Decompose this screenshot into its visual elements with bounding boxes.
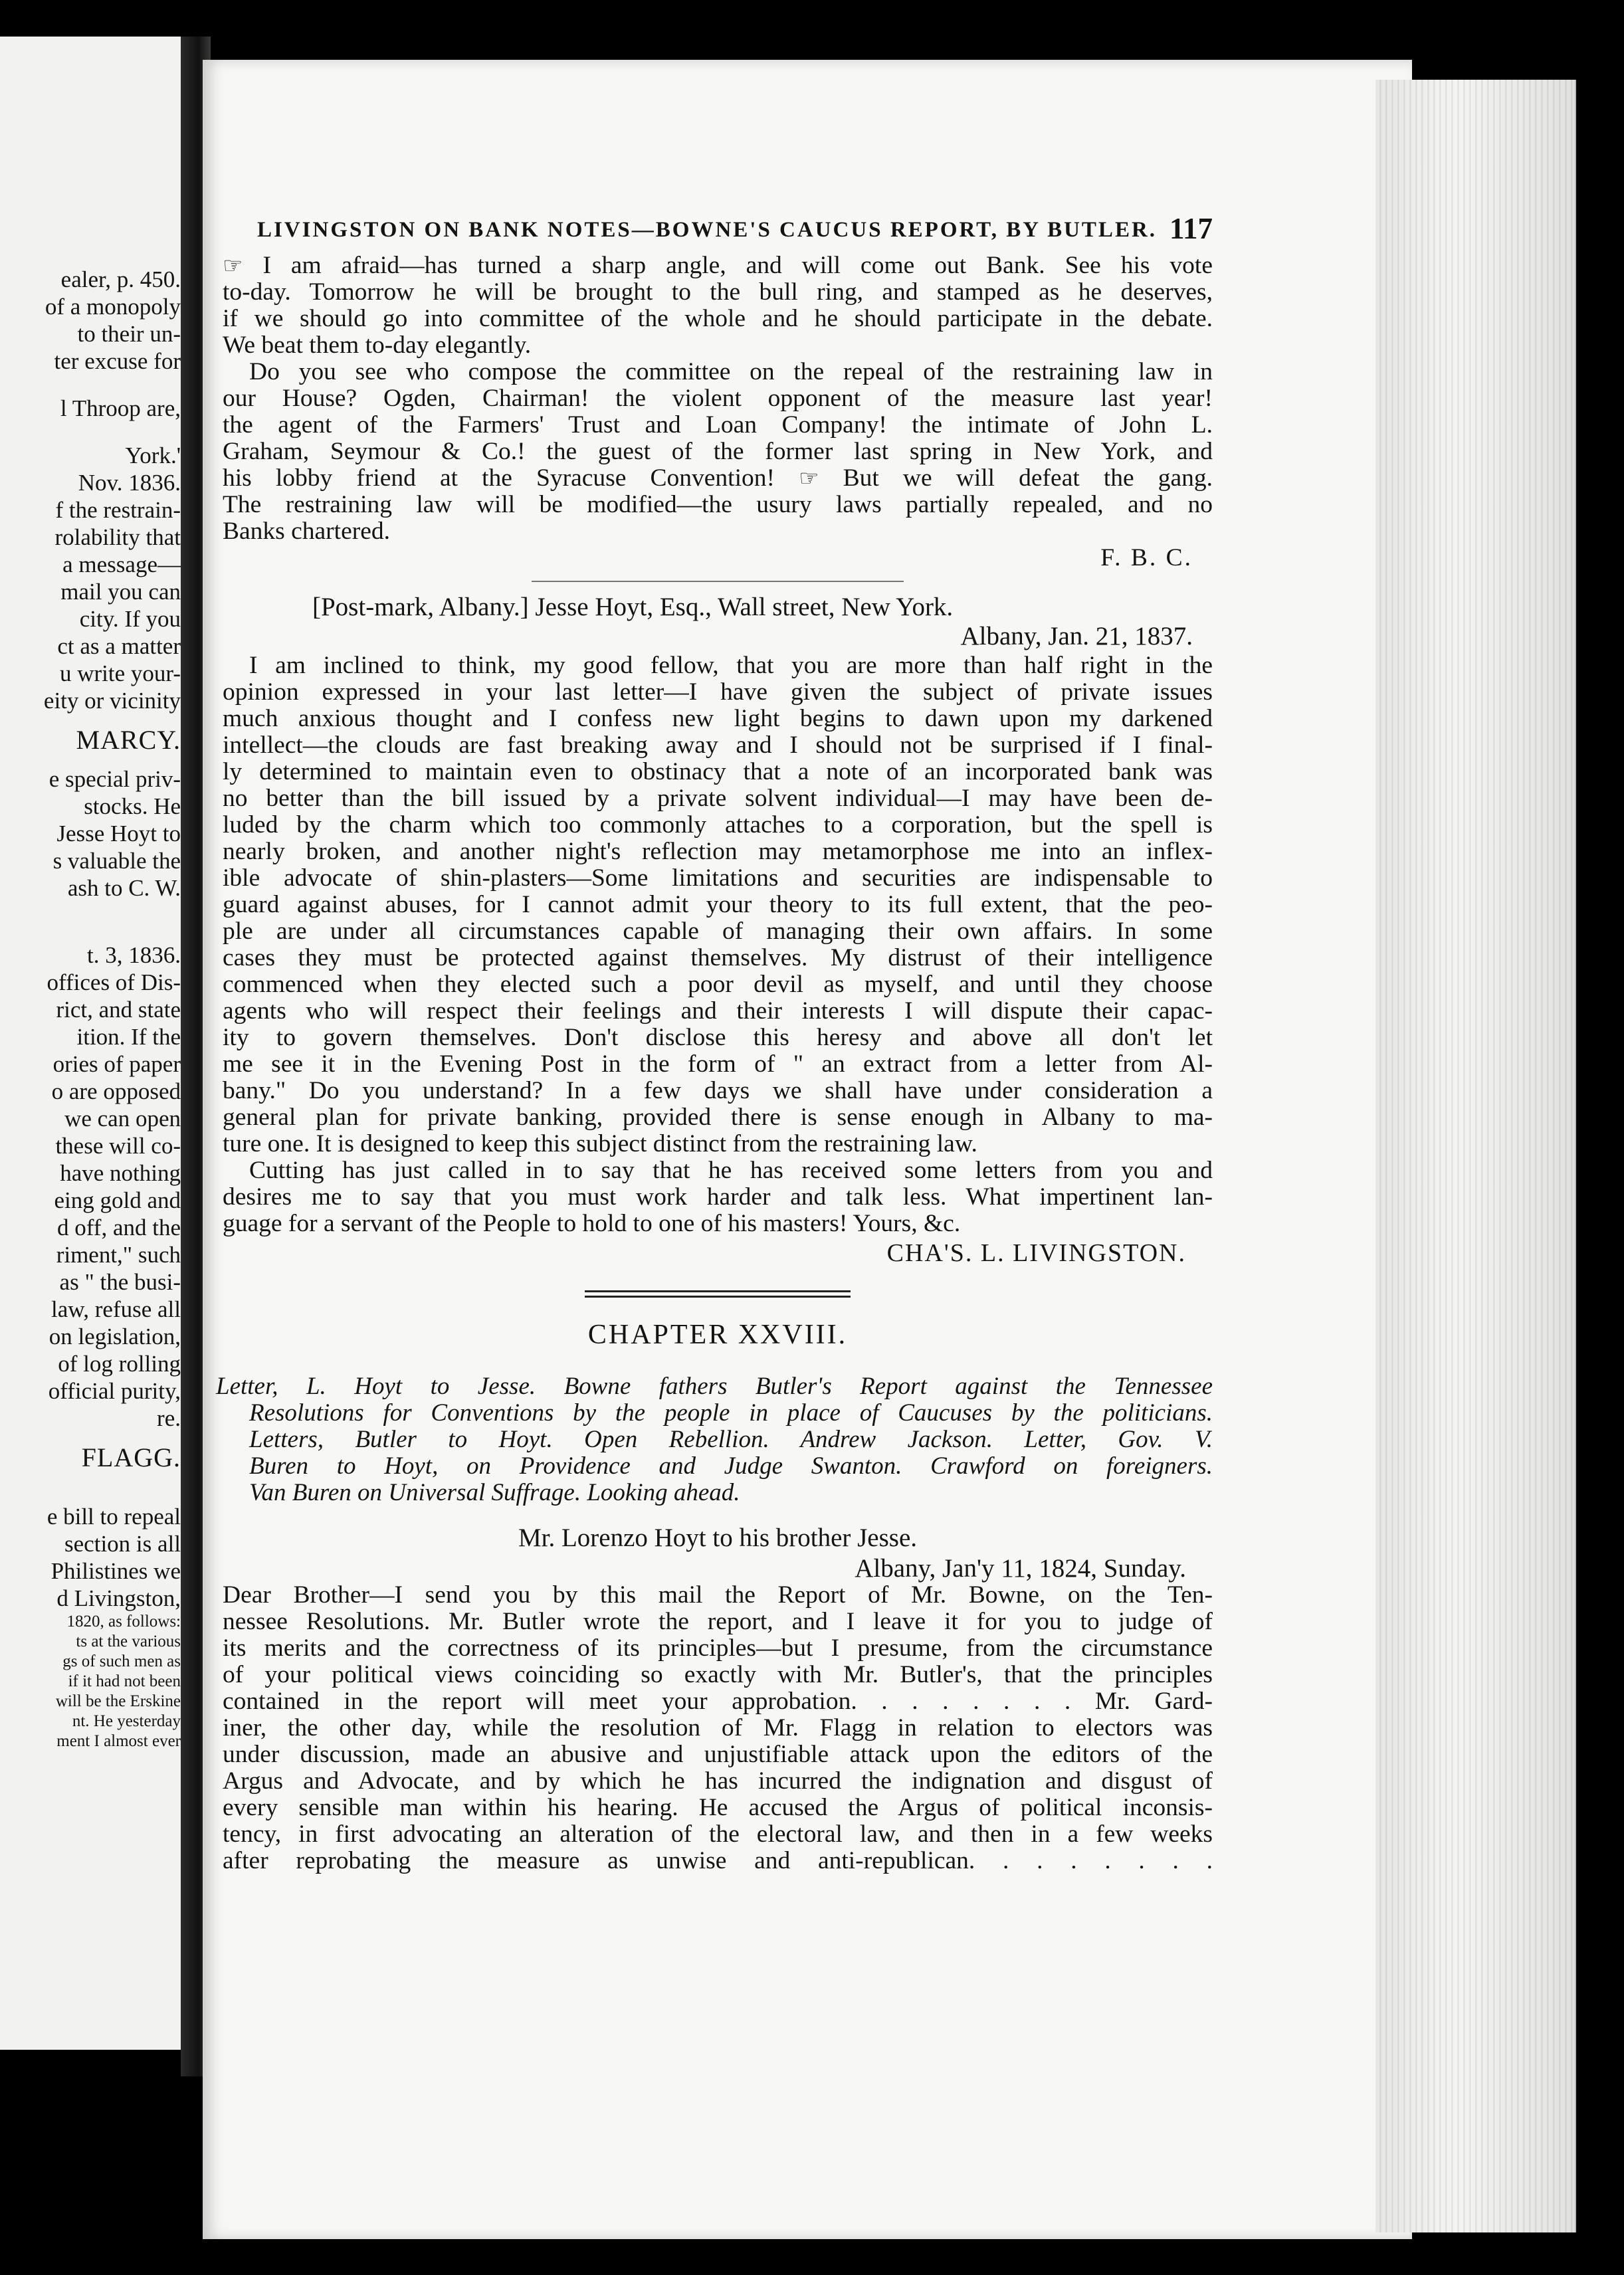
text-line: general plan for private banking, provided there is sense enough in Albany to ma- xyxy=(223,1104,1213,1131)
pointing-hand-icon: ☞ xyxy=(223,252,243,279)
chapter-rule xyxy=(585,1290,851,1298)
text-line: I am inclined to think, my good fellow, that you are more than half right in the xyxy=(249,652,1213,679)
left-page-line: if it had not been xyxy=(68,1672,181,1690)
left-page-line: as " the busi- xyxy=(59,1269,181,1295)
left-page-line: mail you can xyxy=(60,579,181,605)
running-head xyxy=(223,211,1213,251)
left-page-line: Jesse Hoyt to xyxy=(56,821,181,846)
left-page-line: ct as a matter xyxy=(57,633,181,659)
left-page-line: ts at the various xyxy=(76,1632,181,1650)
summary-line-text: Buren to Hoyt, on Providence and Judge Swanton. Crawford on foreigners. xyxy=(249,1452,1213,1480)
text-line: iner, the other day, while the resolution of Mr. Flagg in relation to electors was xyxy=(223,1714,1213,1741)
left-page-line xyxy=(44,422,181,442)
left-page-line: rict, and state xyxy=(56,997,181,1023)
signature-livingston: CHA'S. L. LIVINGSTON. xyxy=(886,1239,1186,1267)
left-page-line: section is all xyxy=(64,1531,181,1557)
left-page-line: we can open xyxy=(64,1106,181,1132)
left-page-line: rolability that xyxy=(54,524,181,550)
left-page-line: d off, and the xyxy=(57,1215,181,1240)
left-page-line: a message— xyxy=(62,551,181,577)
left-page-line: ash to C. W. xyxy=(67,875,181,901)
page-number: 117 xyxy=(1169,212,1213,245)
left-page-line: u write your- xyxy=(59,660,181,686)
left-page-line: offices of Dis- xyxy=(47,969,181,995)
left-page-line: city. If you xyxy=(79,606,181,632)
left-page-line: these will co- xyxy=(55,1133,181,1159)
text-line: much anxious thought and I confess new light begins to dawn upon my darkened xyxy=(223,705,1213,732)
text-line: intellect—the clouds are fast breaking away and I should not be surprised if I final- xyxy=(223,732,1213,759)
left-page-line: s valuable the xyxy=(52,848,181,874)
summary-line-text: Resolutions for Conventions by the people in place of Caucuses by the politicians. xyxy=(249,1399,1213,1427)
summary-line xyxy=(223,1453,1213,1480)
text-line: nessee Resolutions. Mr. Butler wrote the report, and I leave it for you to judge of xyxy=(223,1608,1213,1635)
left-page-line: stocks. He xyxy=(84,793,181,819)
left-page-line: ment I almost ever xyxy=(56,1732,181,1750)
left-page-line: ealer, p. 450. xyxy=(60,266,181,292)
chapter-summary xyxy=(216,1373,1213,1506)
summary-line-text: L. Hoyt to Jesse. Bowne fathers Butler's Report against the Tennessee xyxy=(278,1373,1213,1400)
chapter-title: CHAPTER XXVIII. xyxy=(587,1320,848,1350)
left-page-line: will be the Erskine xyxy=(55,1692,181,1710)
letter-body xyxy=(223,1582,1213,1874)
left-page-line: d Livingston, xyxy=(56,1585,181,1611)
left-page-line: Philistines we xyxy=(51,1558,181,1584)
text-line: luded by the charm which too commonly attaches to a corporation, but the spell is xyxy=(223,811,1213,839)
running-title: LIVINGSTON ON BANK NOTES—BOWNE'S CAUCUS REPORT, BY BUTLER. xyxy=(257,218,1158,242)
left-page-line: eing gold and xyxy=(54,1187,181,1213)
text-line: ity to govern themselves. Don't disclose this heresy and above all don't let xyxy=(223,1024,1213,1051)
text-line: Cutting has just called in to say that he has received some letters from you and xyxy=(249,1157,1213,1184)
text-line: nearly broken, and another night's reflection may metamorphose me into an inflex- xyxy=(223,838,1213,865)
text-line: commenced when they elected such a poor devil as myself, and until they choose xyxy=(223,971,1213,998)
left-page-line: 1820, as follows: xyxy=(66,1613,181,1631)
left-page-line: Nov. 1836. xyxy=(78,470,181,496)
left-page-line xyxy=(44,922,181,941)
text-line: ly determined to maintain even to obstinacy that a note of an incorporated bank was xyxy=(223,758,1213,785)
left-page-line: MARCY. xyxy=(76,725,181,755)
left-page-line xyxy=(44,1483,181,1503)
text-line: guage for a servant of the People to hold to one of his masters! Yours, &c. xyxy=(223,1210,961,1237)
summary-line xyxy=(216,1373,1213,1400)
letter-lorenzo-hoyt xyxy=(223,1525,1213,1874)
text-line: guard against abuses, for I cannot admit your theory to its full extent, that the peo- xyxy=(223,891,1213,918)
left-page-line: FLAGG. xyxy=(81,1442,181,1472)
text-line: tency, in first advocating an alteration of the electoral law, and then in a few weeks xyxy=(223,1821,1213,1848)
dateline: Albany, Jan. 21, 1837. xyxy=(960,622,1193,650)
text-line: me see it in the Evening Post in the form of " an extract from a letter from Al- xyxy=(223,1050,1213,1078)
text-line: desires me to say that you must work harder and talk less. What impertinent lan- xyxy=(223,1183,1213,1211)
text-line: ible advocate of shin-plasters—Some limitations and securities are indispensable to xyxy=(223,864,1213,892)
text-line: opinion expressed in your last letter—I have given the subject of private issues xyxy=(223,678,1213,706)
text-line: cases they must be protected against themselves. My distrust of their intelligence xyxy=(223,944,1213,971)
left-page-line: eity or vicinity xyxy=(43,688,181,714)
left-page-line: e special priv- xyxy=(49,766,181,792)
summary-line-text: Letters, Butler to Hoyt. Open Rebellion. Andrew Jackson. Letter, Gov. V. xyxy=(249,1426,1213,1453)
summary-line xyxy=(223,1427,1213,1453)
text-line: contained in the report will meet your approbation. . . . . . . . Mr. Gard- xyxy=(223,1688,1213,1715)
text-line: agents who will respect their feelings and their interests I will dispute their capac- xyxy=(223,997,1213,1025)
summary-line-prefix: Letter, xyxy=(216,1373,278,1400)
postmark-address: [Post-mark, Albany.] Jesse Hoyt, Esq., Wall street, New York. xyxy=(312,593,954,621)
left-page-line: nt. He yesterday xyxy=(72,1712,181,1730)
signature-fbc: F. B. C. xyxy=(1100,544,1193,571)
left-page-line: of a monopoly xyxy=(45,294,181,320)
left-page-line: riment," such xyxy=(56,1242,181,1268)
left-page-line: of log rolling xyxy=(58,1351,181,1377)
text-line: ture one. It is designed to keep this subject distinct from the restraining law. xyxy=(223,1130,977,1157)
left-page-line: on legislation, xyxy=(49,1324,181,1349)
letter-body xyxy=(223,1157,1213,1237)
text-line: under discussion, made an abusive and unjustifiable attack upon the editors of the xyxy=(223,1741,1213,1768)
left-page-line: official purity, xyxy=(48,1378,181,1404)
text-line: after reprobating the measure as unwise and anti-republican. . . . . . . . xyxy=(223,1847,1213,1874)
dateline: Albany, Jan'y 11, 1824, Sunday. xyxy=(855,1554,1186,1583)
left-page-line: law, refuse all xyxy=(51,1296,181,1322)
text-line: its merits and the correctness of its principles—but I presume, from the circumstance xyxy=(223,1634,1213,1662)
left-page-fragment xyxy=(0,37,181,2050)
section-rule xyxy=(532,581,904,582)
left-page-line: York.' xyxy=(125,443,181,468)
left-page-line: ition. If the xyxy=(76,1024,181,1050)
left-page-line: have nothing xyxy=(60,1160,181,1186)
left-page-line: re. xyxy=(157,1405,181,1431)
text-line: bany." Do you understand? In a few days we shall have under consideration a xyxy=(223,1077,1213,1104)
left-page-line: ories of paper xyxy=(52,1051,181,1077)
letter-fbc: ☞ I am afraid—has turned a sharp angle, and will come out Bank. See his vote to-day. Tomorrow he will be brought to the bull ring, and stamped as he deserves, if we should go into committee of the whole and he should participate in the debate. We beat them to-day elegantly. Do you see who compose the committee on the repeal of the restraining law in our House? Ogden, Chairman! the violent opponent of the measure last year! the agent of the Farmers' Trust and Loan Company! the intimate of John L. Graham, Seymour & Co.! the guest of the former last spring in New York, and his lobby friend at the Syracuse Convention! ☞ But we will defeat the gang. The restraining law will be modified—the usury laws partially repealed, and no Banks chartered. F. B. C. xyxy=(223,252,1213,571)
summary-line xyxy=(223,1400,1213,1427)
left-page-line xyxy=(44,902,181,922)
left-page-line: gs of such men as xyxy=(62,1652,181,1670)
left-page-line: f the restrain- xyxy=(55,497,181,523)
text-line: no better than the bill issued by a private solvent individual—I may have been de- xyxy=(223,785,1213,812)
text-line: Dear Brother—I send you by this mail the Report of Mr. Bowne, on the Ten- xyxy=(223,1581,1213,1609)
left-page-line xyxy=(44,375,181,395)
letter-heading: Mr. Lorenzo Hoyt to his brother Jesse. xyxy=(518,1524,918,1552)
summary-line xyxy=(223,1480,1213,1506)
summary-line-text: Van Buren on Universal Suffrage. Looking ahead. xyxy=(249,1479,740,1506)
letter-livingston xyxy=(223,594,1213,1266)
text-line: ple are under all circumstances capable of managing their own affairs. In some xyxy=(223,918,1213,945)
left-page-line: o are opposed xyxy=(51,1078,181,1104)
text-line: every sensible man within his hearing. He accused the Argus of political inconsis- xyxy=(223,1794,1213,1821)
text-line: of your political views coinciding so exactly with Mr. Butler's, that the principles xyxy=(223,1661,1213,1688)
left-page-line: ter excuse for xyxy=(54,348,181,374)
left-page-line: to their un- xyxy=(77,321,181,347)
left-page-line: e bill to repeal xyxy=(47,1504,181,1530)
pointing-hand-icon: ☞ xyxy=(799,465,819,492)
left-page-text xyxy=(44,266,181,1751)
left-page-line: t. 3, 1836. xyxy=(87,942,181,968)
text-line: Argus and Advocate, and by which he has incurred the indignation and disgust of xyxy=(223,1767,1213,1795)
letter-body xyxy=(223,652,1213,1157)
left-page-line: l Throop are, xyxy=(60,395,181,421)
page-content xyxy=(216,211,1213,1874)
